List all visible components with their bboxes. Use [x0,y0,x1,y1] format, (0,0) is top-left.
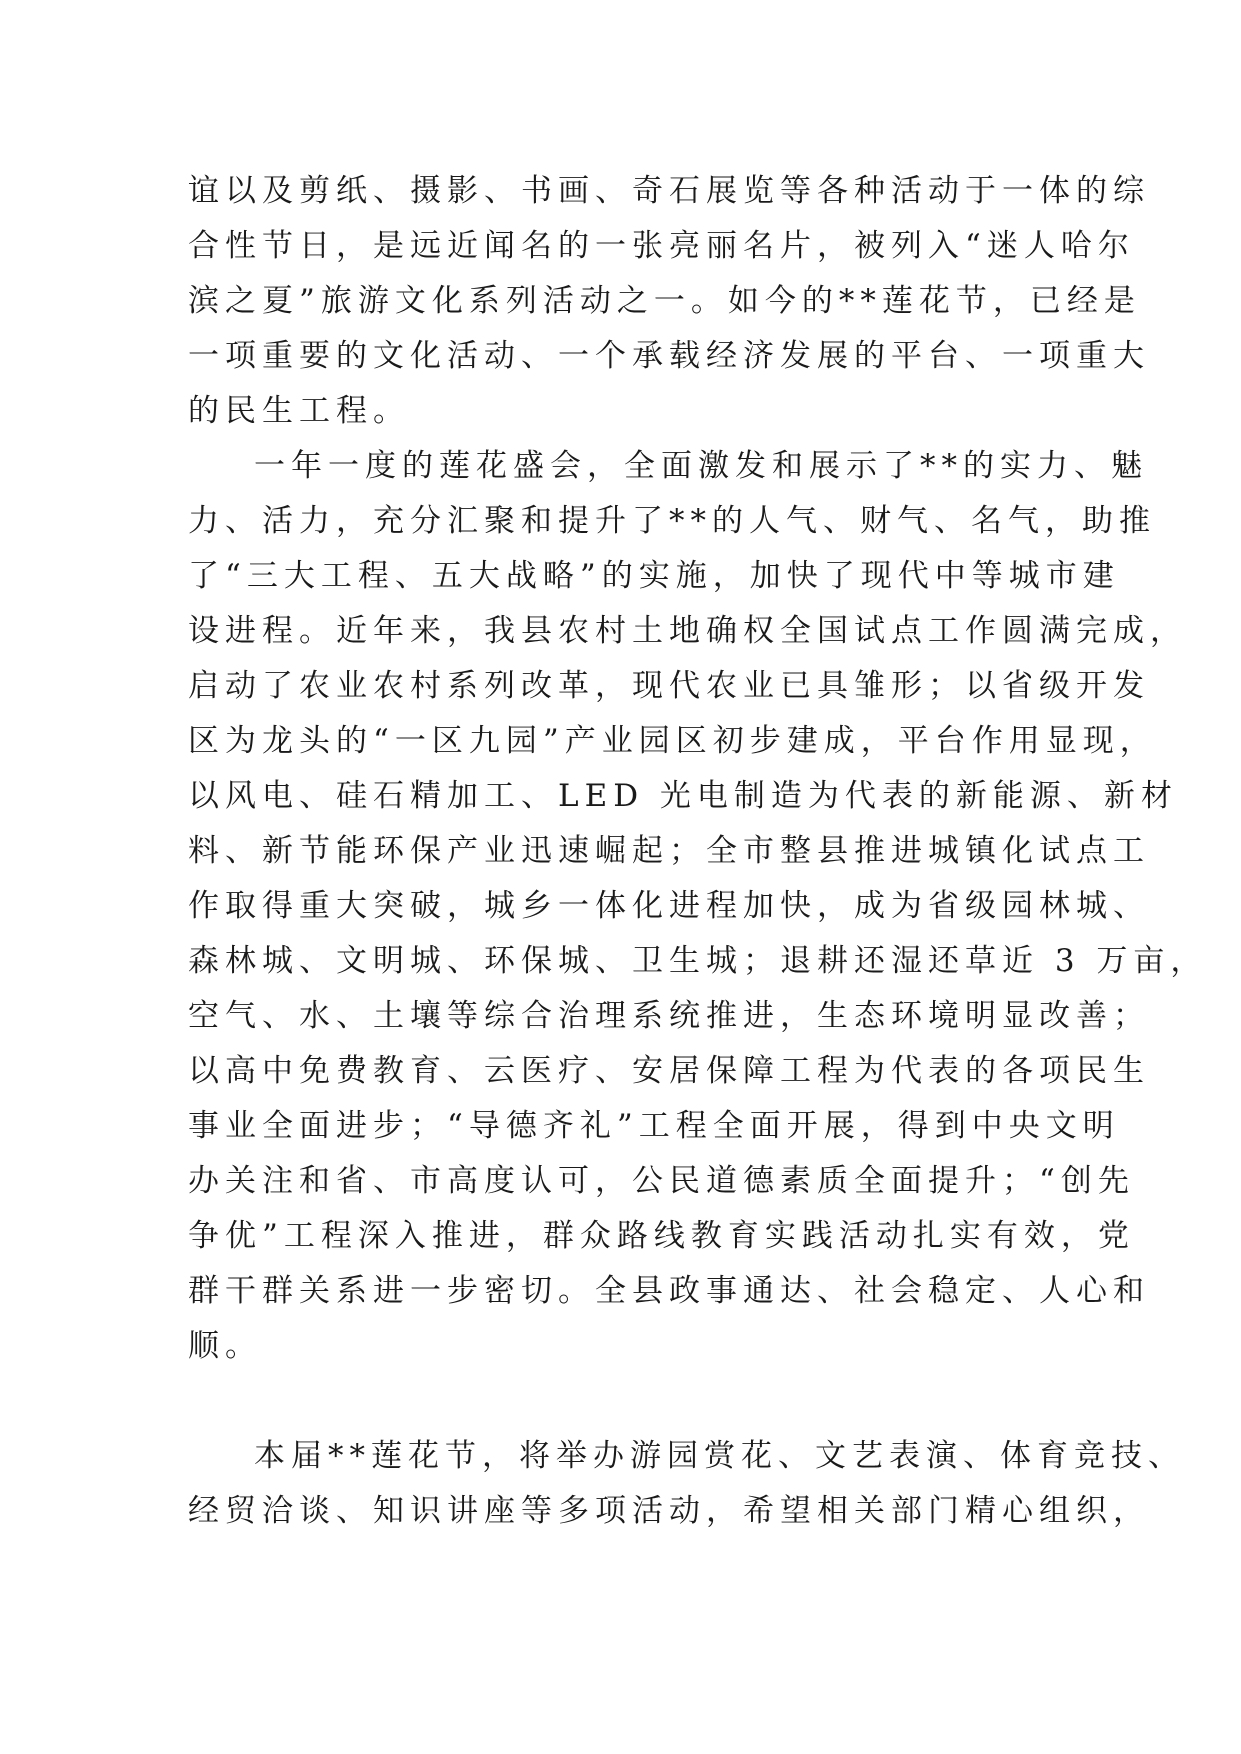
text-line: 滨之夏”旅游文化系列活动之一。如今的**莲花节，已经是 [188,283,1141,319]
text-line: 谊以及剪纸、摄影、书画、奇石展览等各种活动于一体的综 [188,173,1150,209]
text-line: 作取得重大突破，城乡一体化进程加快，成为省级园林城、 [188,888,1150,924]
paragraph-1 [188,164,1150,439]
text-line: 料、新节能环保产业迅速崛起；全市整县推进城镇化试点工 [188,833,1150,869]
text-line: 本届**莲花节，将举办游园赏花、文艺表演、体育竞技、 [254,1438,1185,1474]
paragraph-2 [188,439,1208,1429]
text-line: 事业全面进步；“导德齐礼”工程全面开展，得到中央文明 [188,1108,1120,1144]
text-line: 力、活力，充分汇聚和提升了**的人气、财气、名气，助推 [188,503,1156,539]
text-line: 空气、水、土壤等综合治理系统推进，生态环境明显改善； [188,998,1150,1034]
text-line [188,1374,1068,1429]
document-body [188,164,1208,1539]
text-line: 一项重要的文化活动、一个承载经济发展的平台、一项重大 [188,338,1150,374]
text-line: 区为龙头的“一区九园”产业园区初步建成，平台作用显现， [188,723,1157,759]
text-line: 的民生工程。 [188,393,410,429]
text-line: 设进程。近年来，我县农村土地确权全国试点工作圆满完成， [188,613,1187,649]
text-line: 了“三大工程、五大战略”的实施，加快了现代中等城市建 [188,558,1120,594]
text-line: 以高中免费教育、云医疗、安居保障工程为代表的各项民生 [188,1053,1150,1089]
text-line: 一年一度的莲花盛会，全面激发和展示了**的实力、魅 [254,448,1148,484]
text-line: 争优”工程深入推进，群众路线教育实践活动扎实有效，党 [188,1218,1135,1254]
text-line: 群干群关系进一步密切。全县政事通达、社会稳定、人心和 [188,1273,1150,1309]
text-line: 办关注和省、市高度认可，公民道德素质全面提升；“创先 [188,1163,1135,1199]
text-line: 合性节日，是远近闻名的一张亮丽名片，被列入“迷人哈尔 [188,228,1135,264]
text-line: 经贸洽谈、知识讲座等多项活动，希望相关部门精心组织， [188,1493,1150,1529]
text-line: 启动了农业农村系列改革，现代农业已具雏形；以省级开发 [188,668,1150,704]
paragraph-3 [188,1429,1185,1539]
text-line: 森林城、文明城、环保城、卫生城；退耕还湿还草近 3 万亩， [188,943,1208,979]
text-line: 以风电、硅石精加工、LED 光电制造为代表的新能源、新材 [188,778,1178,814]
text-line: 顺。 [188,1328,262,1364]
